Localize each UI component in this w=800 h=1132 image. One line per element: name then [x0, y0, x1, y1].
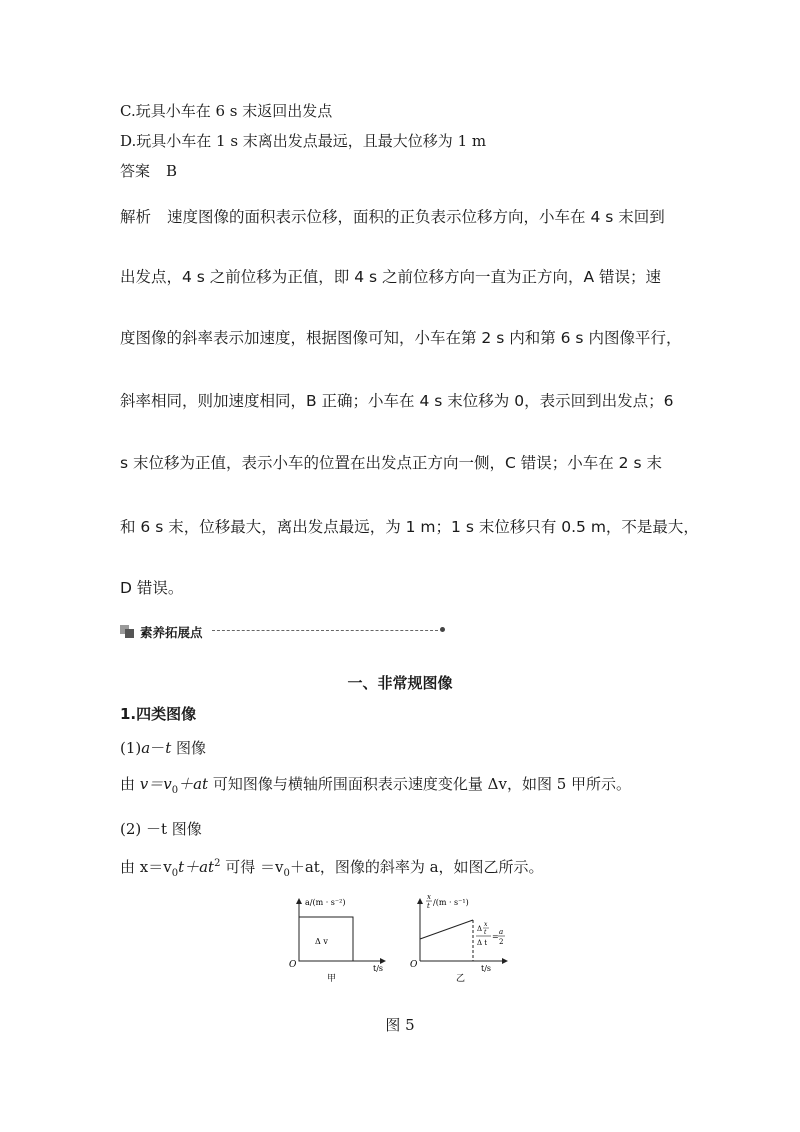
yi-slope-rhs-d: 2 — [499, 938, 504, 946]
yi-ylabel-den: t — [427, 902, 430, 910]
yi-slope-rhs-n: a — [499, 928, 504, 936]
answer-value: B — [166, 162, 178, 180]
answer-label: 答案 — [120, 162, 151, 180]
analysis-line-1 — [120, 205, 665, 227]
yi-ylabel-num: x — [427, 893, 431, 901]
analysis-line-6: 和 6 s 末，位移最大，离出发点最远，为 1 m；1 s 末位移只有 0.5 m，不是最大， — [120, 518, 699, 536]
analysis-line-4: 斜率相同，则加速度相同，B 正确；小车在 4 s 末位移为 0，表示回到出发点；6 — [120, 392, 674, 410]
item1-body: 由 $v=v_0+at$ 可知图像与横轴所围面积表示速度变化量 Δv，如图 5 甲所示。 — [120, 775, 632, 796]
analysis-text-1: 速度图像的面积表示位移，面积的正负表示位移方向，小车在 4 s 末回到 — [167, 208, 665, 226]
yi-origin: O — [410, 960, 418, 970]
yi-ylabel-unit: /(m · s⁻¹) — [433, 898, 469, 907]
yi-line — [420, 920, 473, 939]
banner-end-dot — [440, 627, 445, 632]
subsection-title: 1.四类图像 — [120, 705, 197, 723]
banner-square-icon-dark — [125, 629, 134, 638]
answer-line — [120, 160, 177, 181]
yi-name: 乙 — [456, 974, 466, 984]
jia-ylabel: a/(m · s⁻²) — [305, 898, 346, 907]
jia-area-label: Δ v — [315, 937, 328, 946]
jia-origin: O — [289, 960, 297, 970]
analysis-label: 解析 — [120, 208, 152, 226]
item1-heading: (1)a－t 图像 — [120, 739, 207, 757]
item2-body: 由 $x=v_0t+at^2$ 可得 $=v_0+at$，图像的斜率为 a，如图乙所示。 — [120, 858, 544, 879]
yi-slope-frac-d: t — [484, 929, 487, 936]
figure-caption: 图 5 — [385, 1016, 415, 1034]
yi-slope-delta: Δ — [477, 925, 483, 933]
banner-label: 素养拓展点 — [140, 625, 203, 640]
analysis-line-5: s 末位移为正值，表示小车的位置在出发点正方向一侧，C 错误；小车在 2 s 末 — [120, 454, 662, 472]
option-c: C.玩具小车在 6 s 末返回出发点 — [120, 102, 333, 120]
item2-heading: (2) －t 图像 — [120, 820, 202, 838]
yi-slope-eq: = — [492, 932, 499, 941]
analysis-line-7: D 错误。 — [120, 579, 184, 597]
banner-dashed-rule — [212, 630, 438, 631]
yi-xlabel: t/s — [481, 964, 492, 973]
section-banner — [120, 622, 450, 638]
yi-slope-den: Δ t — [477, 939, 488, 947]
option-d: D.玩具小车在 1 s 末离出发点最远，且最大位移为 1 m — [120, 132, 487, 150]
analysis-line-3: 度图像的斜率表示加速度，根据图像可知，小车在第 2 s 内和第 6 s 内图像平行， — [120, 329, 682, 347]
analysis-line-2: 出发点，4 s 之前位移为正值，即 4 s 之前位移方向一直为正方向，A 错误；速 — [120, 268, 662, 286]
graph-yi — [410, 893, 507, 984]
figure-5 — [285, 893, 525, 993]
jia-xlabel: t/s — [373, 964, 384, 973]
yi-slope-frac-n: x — [484, 921, 488, 928]
jia-name: 甲 — [327, 974, 337, 984]
section-title: 一、非常规图像 — [347, 674, 453, 692]
graph-jia — [289, 898, 385, 984]
